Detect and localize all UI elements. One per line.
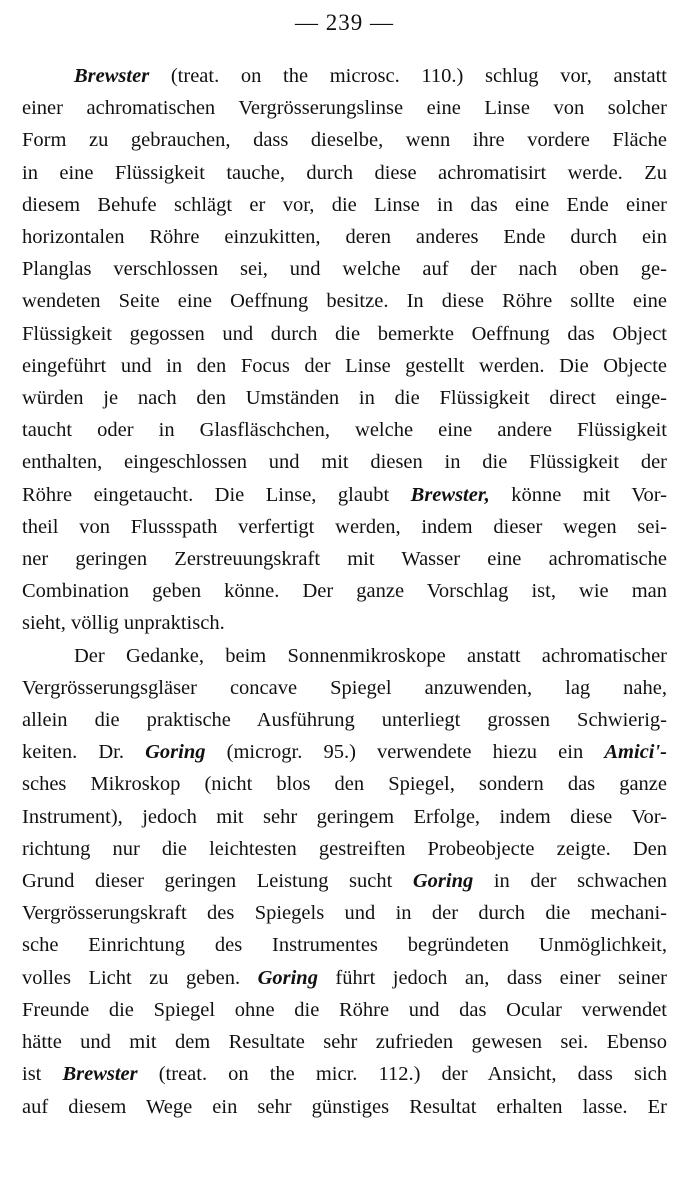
paragraph (22, 60, 667, 640)
text-run: führt jedoch an, dass einer seiner (317, 966, 667, 989)
text-run: ner geringen Zerstreuungskraft mit Wasser eine achromatische (22, 548, 667, 571)
text-line (22, 124, 667, 156)
text-line (22, 479, 667, 511)
text-line (22, 382, 667, 414)
text-run: theil von Flussspath verfertigt werden, indem dieser wegen sei- (22, 515, 667, 538)
paragraph (22, 640, 667, 1123)
text-run: allein die praktische Ausführung unterliegt grossen Schwierig- (22, 709, 667, 732)
text-run: Grund dieser geringen Leistung sucht (22, 870, 413, 893)
text-run: könne mit Vor- (489, 483, 667, 506)
text-line (22, 607, 667, 639)
text-line (22, 285, 667, 317)
text-line (22, 833, 667, 865)
person-name: Goring (257, 966, 318, 989)
text-run: (microgr. 95.) verwendete hiezu ein (205, 741, 605, 764)
text-run: Combination geben könne. Der ganze Vorschlag ist, wie man (22, 580, 667, 603)
text-line (22, 414, 667, 446)
text-line (22, 157, 667, 189)
text-run: sches Mikroskop (nicht blos den Spiegel, sondern das ganze (22, 773, 667, 796)
text-run: hätte und mit dem Resultate sehr zufrieden gewesen sei. Ebenso (22, 1031, 667, 1054)
text-run: enthalten, eingeschlossen und mit diesen in die Flüssigkeit der (22, 451, 667, 474)
text-line (22, 865, 667, 897)
text-run: keiten. Dr. (22, 741, 146, 764)
person-name: Goring (412, 870, 474, 893)
text-run: einer achromatischen Vergrösserungslinse eine Linse von solcher (22, 97, 667, 120)
text-line (22, 736, 667, 768)
person-name: Brewster, (410, 483, 490, 506)
person-name: Brewster (62, 1063, 138, 1086)
page-number: — 239 — (295, 10, 394, 35)
text-run: Planglas verschlossen sei, und welche auf der nach oben ge- (22, 258, 667, 281)
text-run: Flüssigkeit gegossen und durch die bemerkte Oeffnung das Object (22, 322, 667, 345)
person-name: Brewster (74, 65, 150, 87)
text-line (22, 929, 667, 961)
text-line (22, 1026, 667, 1058)
text-run: taucht oder in Glasfläschchen, welche eine andere Flüssigkeit (22, 419, 667, 442)
text-line (22, 253, 667, 285)
text-run: Freunde die Spiegel ohne die Röhre und das Ocular verwendet (22, 998, 667, 1021)
text-line (22, 543, 667, 575)
text-run: würden je nach den Umständen in die Flüssigkeit direct einge- (22, 387, 667, 410)
text-line (22, 350, 667, 382)
text-line (22, 897, 667, 929)
text-line (22, 640, 667, 672)
text-run: Der Gedanke, beim Sonnenmikroskope anstatt achromatischer (74, 644, 667, 667)
text-run: (treat. on the microsc. 110.) schlug vor, anstatt (149, 65, 667, 87)
text-run: horizontalen Röhre einzukitten, deren anderes Ende durch ein (22, 226, 667, 249)
text-run: Vergrösserungskraft des Spiegels und in der durch die mechani- (22, 902, 667, 925)
text-run: ist (22, 1063, 63, 1086)
text-line (22, 768, 667, 800)
text-line (22, 446, 667, 478)
text-run: Vergrösserungsgläser concave Spiegel anzuwenden, lag nahe, (22, 676, 667, 699)
body-text (22, 60, 667, 1123)
text-run: richtung nur die leichtesten gestreiften Probeobjecte zeigte. Den (22, 837, 667, 860)
text-run: Röhre eingetaucht. Die Linse, glaubt (22, 483, 411, 506)
text-run: in eine Flüssigkeit tauche, durch diese achromatisirt werde. Zu (22, 161, 667, 184)
person-name: Amici'- (604, 741, 668, 764)
text-run: diesem Behufe schlägt er vor, die Linse in das eine Ende einer (22, 193, 667, 216)
text-line (22, 318, 667, 350)
text-line (22, 575, 667, 607)
text-run: in der schwachen (473, 870, 667, 893)
text-run: Form zu gebrauchen, dass dieselbe, wenn ihre vordere Fläche (22, 129, 667, 152)
text-line (22, 1058, 667, 1090)
person-name: Goring (145, 741, 206, 764)
text-run: sieht, völlig unpraktisch. (22, 612, 225, 635)
text-line (22, 994, 667, 1026)
text-run: wendeten Seite eine Oeffnung besitze. In diese Röhre sollte eine (22, 290, 667, 313)
text-run: eingeführt und in den Focus der Linse gestellt werden. Die Objecte (22, 354, 667, 377)
text-line (22, 962, 667, 994)
text-line (22, 801, 667, 833)
text-line (22, 511, 667, 543)
text-line (22, 189, 667, 221)
text-line (22, 672, 667, 704)
text-line (22, 704, 667, 736)
text-run: (treat. on the micr. 112.) der Ansicht, dass sich (137, 1063, 667, 1086)
text-line (22, 1091, 667, 1123)
text-line (22, 60, 667, 92)
text-run: Instrument), jedoch mit sehr geringem Erfolge, indem diese Vor- (22, 805, 667, 828)
text-run: auf diesem Wege ein sehr günstiges Resultat erhalten lasse. Er (22, 1095, 667, 1118)
text-line (22, 221, 667, 253)
text-line (22, 92, 667, 124)
text-run: volles Licht zu geben. (22, 966, 258, 989)
text-run: sche Einrichtung des Instrumentes begründeten Unmöglichkeit, (22, 934, 667, 957)
